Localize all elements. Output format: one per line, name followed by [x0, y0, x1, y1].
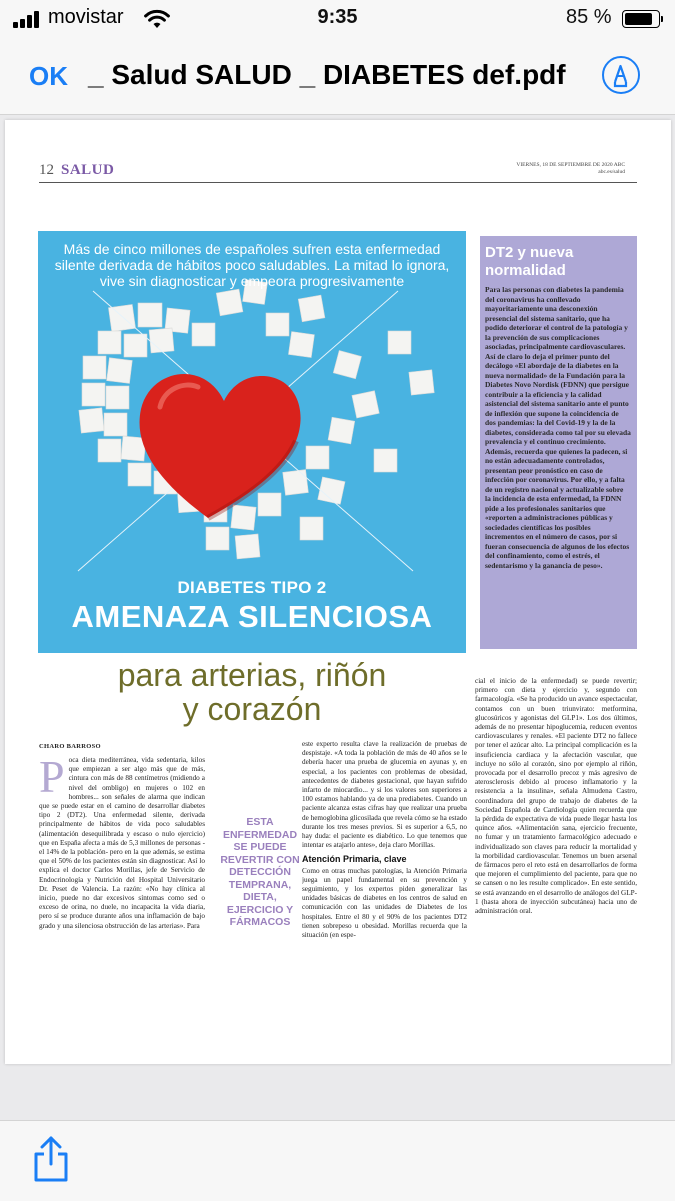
- battery-percentage: 85 %: [566, 6, 612, 28]
- pull-quote: ESTA ENFERMEDAD SE PUEDE REVERTIR CON DETECCIÓN TEMPRANA, DIETA, EJERCICIO Y FÁRMACOS: [220, 816, 300, 928]
- article-deck: [38, 658, 466, 726]
- article-column-1: [39, 756, 205, 994]
- pdf-viewer[interactable]: [0, 115, 675, 1120]
- battery-icon: [622, 10, 660, 28]
- status-bar: [0, 0, 675, 40]
- publication-name: ABC: [613, 162, 625, 168]
- hero-title: AMENAZA SILENCIOSA: [71, 599, 433, 634]
- dropcap: P: [39, 756, 65, 802]
- publication-web: abc.es/salud: [598, 169, 625, 175]
- hero-image: [38, 231, 466, 653]
- column-3-text: cial el inicio de la enfermedad) se puede revertir; primero con dieta y ejercicio y, segundo con farmacología. «Se ha producido un avance espectacular, contamos con un buen triunvirato: metformina, glucosúricos y agonistas del GLP1». Los dos últimos, además de no presentar hipoglucemia, reducen eventos cardiovasculares y renales. «El paciente DT2 no fallece por tener el azúcar alto. La principal complicación es la insuficiencia cardiaca y la afectación vascular, que incluye no sólo al corazón, sino por ejemplo al riñón, provocada por el desarrollo precoz y más agresivo de aterosclerosis debido al proceso inflamatorio y la resistencia a la insulina», señala Almudena Castro, coordinadora del grupo de trabajo de diabetes de la Sociedad Española de Cardiología quien recuerda que la pérdida de expectativa de vida puede llegar hasta los quince años. «Alimentación sana, ejercicio frecuente, no fumar y un tratamiento farmacológico adecuado e individualizado son claves para reducir la mortalidad y la morbilidad cardiovascular. Tenemos un buen arsenal de fármacos pero el reto está en desarrollarlos de forma que mejoren el cumplimiento del paciente, para que no se cansen o no les resulte complicado». En este sentido, se está avanzando en el desarrollo de análogos del GLP-1 (hasta ahora de inyección subcutánea) hacia uno de administración oral.: [475, 677, 637, 916]
- carrier-name: movistar: [48, 6, 124, 28]
- pdf-page: [5, 120, 671, 1064]
- header-rule: [39, 182, 637, 183]
- done-button[interactable]: OK: [29, 61, 68, 91]
- markup-button[interactable]: [602, 56, 640, 94]
- page-number: 12: [39, 162, 54, 178]
- markup-pen-icon: [604, 58, 637, 91]
- column-1-text: oca dieta mediterránea, vida sedentaria, kilos que empiezan a ser algo más que de más, cintura con más de 88 centímetros (midiendo a nivel del ombligo) en mujeres o 102 en hombres... son señales de alarma que indican que se puede estar en el camino de desarrollar diabetes tipo 2 (DT2). Una enfermedad silente, derivada principalmente de hábitos de vida poco saludables (alimentación desequilibrada y escaso o nulo ejercicio) que en España afecta a más de 5,3 millones de personas -el 14% de la población- pero en la que además, se estima que el 50% de los pacientes están sin diagnosticar. Así lo explica el doctor Carlos Morillas, jefe de Servicio de Endocrinología y Nutrición del Hospital Universitario Dr. Peset de Valencia. La razón: «No hay clínica al inicio, puede no dar excesivos síntomas como sed o exceso de orina, no duele, no incapacita la vida diaria, pero sí se produce durante años una inflamación de bajo grado y una silenciosa obstrucción de las arterias». Para: [39, 756, 205, 930]
- bottom-toolbar: [0, 1120, 675, 1201]
- hero-kicker: DIABETES TIPO 2: [177, 578, 327, 597]
- deck-line-1: para arterias, riñón: [117, 657, 387, 693]
- section-name: SALUD: [61, 162, 115, 178]
- article-column-3: [475, 677, 637, 995]
- section-subhead: Atención Primaria, clave: [302, 854, 407, 865]
- deck-line-2: y corazón: [182, 691, 322, 727]
- document-title: _ Salud SALUD _ DIABETES def.pdf: [88, 59, 566, 90]
- date-text: VIERNES, 18 DE SEPTIEMBRE DE 2020: [516, 162, 613, 168]
- hero-subtitle: Más de cinco millones de españoles sufren esta enfermedad silente derivada de hábitos poco saludables. La mitad lo ignora, vive sin diagnosticar y empeora progresivamente: [54, 241, 450, 289]
- byline: CHARO BARROSO: [39, 743, 101, 750]
- page-date: [465, 162, 625, 176]
- status-time: 9:35: [317, 6, 358, 28]
- sidebar-text: Para las personas con diabetes la pandemia del coronavirus ha conllevado mayoritariamente una desconexión presencial del sistema sanitario, que ha podido deteriorar el control de la patología y la prevención de sus complicaciones asociadas, principalmente cardiovasculares. Así de claro lo deja el primer punto del decálogo «El abordaje de la diabetes en la nueva normalidad» de la Fundación para la Diabetes Novo Nordisk (FDNN) que persigue contribuir a la eficiencia y la calidad asistencial del sistema sanitario ante el punto de inflexión que supone la coincidencia de dos pandemias: la del Covid-19 y la de la diabetes, considerada como tal por su elevada prevalencia y el continuo crecimiento. Además, recuerda que quienes la padecen, si no están adecuadamente controlados, presentan peor pronóstico en caso de infección por coronavirus. Por ello, y a falta de un registro nacional y actualizable sobre la incidencia de esta enfermedad, la FDNN pide a los profesionales sanitarios que «reporten a administraciones públicas y sociedades científicas los posibles incrementos en el número de casos, por si fueran consecuencia de algunos de los efectos del confinamiento, como el estrés, el sedentarismo y la ganancia de peso».: [485, 285, 631, 570]
- share-button[interactable]: [31, 1134, 71, 1184]
- column-2b-text: Como en otras muchas patologías, la Atención Primaria juega un papel fundamental en su prevención y seguimiento, y los expertos piden generalizar las unidades básicas de diabetes en los centros de salud en comunicación con las unidades de Diabetes de los hospitales. Entre el 80 y el 90% de los pacientes DT2 tienen sobrepeso u obesidad. Morillas recuerda que la situación (en espe-: [302, 866, 467, 940]
- sidebar-box: [480, 236, 637, 649]
- article-column-2: [302, 740, 467, 998]
- sidebar-title: DT2 y nueva normalidad: [485, 244, 574, 279]
- navigation-bar: [0, 40, 675, 115]
- share-icon: [31, 1134, 71, 1184]
- column-2-text: este experto resulta clave la realización de pruebas de despistaje. «A toda la población de más de 40 años se le debería hacer una prueba de glucemia en ayunas y, en especial, a los pacientes con problemas de obesidad, antecedentes de diabetes gestacional, que hayan sufrido infarto de miocardio... y si los valores son superiores a 100 estamos hablando ya de una prediabetes. Cuando un paciente alcanza estas cifras hay que realizar una prueba de hemoglobina glicosilada que revela cómo se ha estado durante los tres meses previos. Si es superior a 6,5, no hay duda: el paciente es diabético. Lo que tenemos que intentar es atajarlo antes», deja claro Morillas.: [302, 740, 467, 850]
